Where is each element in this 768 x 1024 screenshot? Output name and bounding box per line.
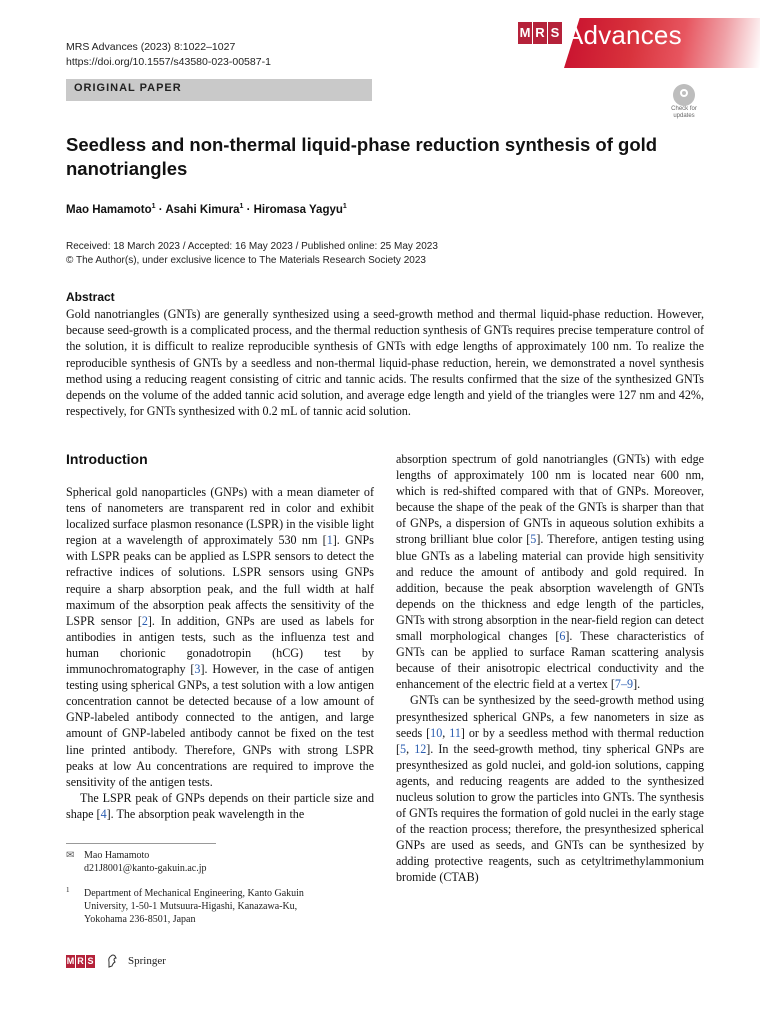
paragraph-text: ]. These characteristics of GNTs can be applied to surface Raman scattering analysis because of their anisotropic electrical conductivity and the enhancement of the electric field at a vertex [ xyxy=(396,629,704,692)
citation-link[interactable]: 3 xyxy=(194,662,201,677)
paragraph-text: ]. The absorption peak wavelength in the xyxy=(106,806,305,821)
citation-link[interactable]: 1 xyxy=(326,533,333,548)
citation-link[interactable]: 5 xyxy=(400,741,407,756)
paragraph-text: Spherical gold nanoparticles (GNPs) with a mean diameter of tens of nanometers are transparent red in color and exhibit localized surface plasmon resonance (LSPR) in the visible light region at a wavelength of approximately 530 nm [ xyxy=(66,485,374,548)
footer-letter-r: R xyxy=(77,955,84,966)
affiliation-line: Yokohama 236-8501, Japan xyxy=(84,914,196,925)
corresponding-name: Mao Hamamoto xyxy=(84,850,150,861)
check-updates-icon xyxy=(673,84,695,106)
corresponding-email[interactable]: d21J8001@kanto-gakuin.ac.jp xyxy=(84,863,207,874)
footer-letter-s: S xyxy=(87,955,94,966)
citation-link[interactable]: 5 xyxy=(530,532,537,547)
author-list xyxy=(66,203,347,216)
author-separator: · xyxy=(243,203,254,216)
affiliation-line: Department of Mechanical Engineering, Kanto Gakuin xyxy=(84,888,304,899)
copyright-line: © The Author(s), under exclusive licence to The Materials Research Society 2023 xyxy=(66,255,426,266)
check-for-updates-button[interactable] xyxy=(666,84,702,124)
journal-citation-block xyxy=(66,40,271,70)
citation-link[interactable]: 12 xyxy=(414,741,427,756)
logo-letter-m: M xyxy=(518,22,532,44)
citation-link[interactable]: 4 xyxy=(100,806,107,821)
author-affiliation-mark: 1 xyxy=(239,203,244,210)
article-type-bar xyxy=(66,79,372,101)
author-affiliation-mark: 1 xyxy=(342,203,347,210)
paragraph-text: ]. xyxy=(633,677,641,692)
journal-name: Advances xyxy=(566,20,682,50)
affiliation-line: University, 1-50-1 Mutsuura-Higashi, Kanazawa-Ku, xyxy=(84,901,298,912)
paragraph-text: GNTs can be synthesized by the seed-growth method using presynthesized spherical GNPs, a few nanometers in size as seeds [ xyxy=(396,693,704,740)
author-name[interactable]: Mao Hamamoto xyxy=(66,203,152,216)
citation-link[interactable]: 10 xyxy=(430,725,443,740)
doi-link[interactable]: https://doi.org/10.1557/s43580-023-00587-1 xyxy=(66,56,271,68)
check-updates-line2: updates xyxy=(673,113,695,119)
body-column-left xyxy=(66,484,374,822)
affiliation-note xyxy=(66,887,374,926)
logo-letter-r: R xyxy=(533,22,547,44)
author-name[interactable]: Hiromasa Yagyu xyxy=(253,203,343,216)
paragraph-text: ]. Therefore, antigen testing using blue GNTs as a labeling material can provide high sensitivity and reduce the amount of antibody and gold required. In addition, because the peak absorption wavelength of GNTs depends on the thickness and edge length of the particles, GNTs with strong absorption in the near-field region can detect small morphological changes [ xyxy=(396,532,704,644)
publication-history xyxy=(66,240,438,268)
paragraph-text: ]. GNPs with LSPR peaks can be applied as LSPR sensors to detect the refractive indices of solutions. LSPR sensors using GNPs require a sharp absorption peak, and the full width at half maximum of the absorption peak affects the sensitivity of the LSPR sensor [ xyxy=(66,533,374,628)
citation-link[interactable]: 6 xyxy=(559,629,566,644)
citation-link[interactable]: 7–9 xyxy=(614,677,634,692)
paragraph-text: ]. In the seed-growth method, tiny spherical GNPs are presynthesized as gold nuclei, and gold-ion solutions, capping agents, and reducing reagents are added to the synthesized nucleus solution to grow the particles into GNTs. The synthesis of GNTs requires the formation of gold nuclei in the early stage of the reaction process; therefore, the presynthesized spherical GNPs are used as seeds, and GNTs can be synthesized by adding protective reagents, such as cetyltrimethylammonium bromide (CTAB) xyxy=(396,741,705,885)
paragraph-text: absorption spectrum of gold nanotriangles (GNTs) with edge lengths of approximately 100 nm is located near 600 nm, which is red-shifted compared with that of GNPs. Moreover, because the shape of the peak of the GNTs is sharper than that of GNPs, a dispersion of GNTs in aqueous solution exhibits a strong brilliant blue color [ xyxy=(396,452,704,547)
footer-letter-m: M xyxy=(66,955,75,966)
publisher-name: Springer xyxy=(128,955,166,968)
check-updates-line1: Check for xyxy=(671,106,697,112)
corresponding-author-note xyxy=(66,849,374,875)
paragraph-text: The LSPR peak of GNPs depends on their particle size and shape [ xyxy=(66,790,374,821)
citation-link[interactable]: 2 xyxy=(141,613,148,628)
author-name[interactable]: Asahi Kimura xyxy=(165,203,240,216)
logo-letter-s: S xyxy=(548,22,562,44)
introduction-heading: Introduction xyxy=(66,451,148,467)
mail-icon: ✉ xyxy=(66,850,75,861)
paragraph-text: , xyxy=(406,741,415,756)
paragraph-text: , xyxy=(442,725,450,740)
affiliation-number: 1 xyxy=(66,886,70,894)
paragraph-text: ]. In addition, GNPs are used as labels for antibodies in antigen tests, such as the influenza test and human chorionic gonadotropin (hCG) test by immunochromatography [ xyxy=(66,613,374,677)
body-paragraph xyxy=(396,692,704,885)
springer-horse-icon xyxy=(106,954,118,968)
abstract-heading: Abstract xyxy=(66,290,115,304)
footnote-divider xyxy=(66,843,216,844)
article-title: Seedless and non-thermal liquid-phase reduction synthesis of gold nanotriangles xyxy=(66,134,658,179)
article-type: ORIGINAL PAPER xyxy=(74,82,182,94)
citation-link[interactable]: 11 xyxy=(449,725,461,740)
author-affiliation-mark: 1 xyxy=(151,203,156,210)
body-column-right xyxy=(396,451,704,886)
journal-logo xyxy=(518,12,768,72)
author-separator: · xyxy=(155,203,166,216)
body-paragraph xyxy=(66,484,374,790)
paragraph-text: ]. However, in the case of antigen testing using spherical GNPs, a test solution with a low antigen concentration cannot be detected because of a low amount of GNP-labeled antibody connected to the antigen, and large amount of GNP-labeled antibody cannot be fixed on the test line printed antibody. Therefore, GNPs with strong LSPR peaks at low Au concentrations are required to improve the sensitivity of the antigen tests. xyxy=(66,662,374,789)
abstract-text: Gold nanotriangles (GNTs) are generally synthesized using a seed-growth method and thermal liquid-phase reduction. However, because seed-growth is a complicated process, and the thermal reduction synthesis of GNTs requires precise temperature control of the solution, it is difficult to realize reproducible synthesis of GNTs with edge lengths of approximately 100 nm. To realize the reproducible synthesis of GNTs by a seedless and non-thermal liquid-phase reduction, herein, we demonstrated a novel synthesis method using a reducing reagent consisting of citric and tannic acids. The results confirmed that the size of the synthesized GNTs depends on the volume of the added tannic acid solution, and average edge length and yield of the triangles were 127 nm and 42%, respectively, for GNTs synthesized with 0.2 mL of tannic acid solution. xyxy=(66,307,704,419)
dates-line: Received: 18 March 2023 / Accepted: 16 May 2023 / Published online: 25 May 2023 xyxy=(66,241,438,252)
body-paragraph xyxy=(66,790,374,822)
paragraph-text: ] or by a seedless method with thermal reduction [ xyxy=(396,725,705,756)
journal-citation: MRS Advances (2023) 8:1022–1027 xyxy=(66,41,236,53)
publisher-footer xyxy=(66,952,166,970)
body-paragraph xyxy=(396,451,704,692)
